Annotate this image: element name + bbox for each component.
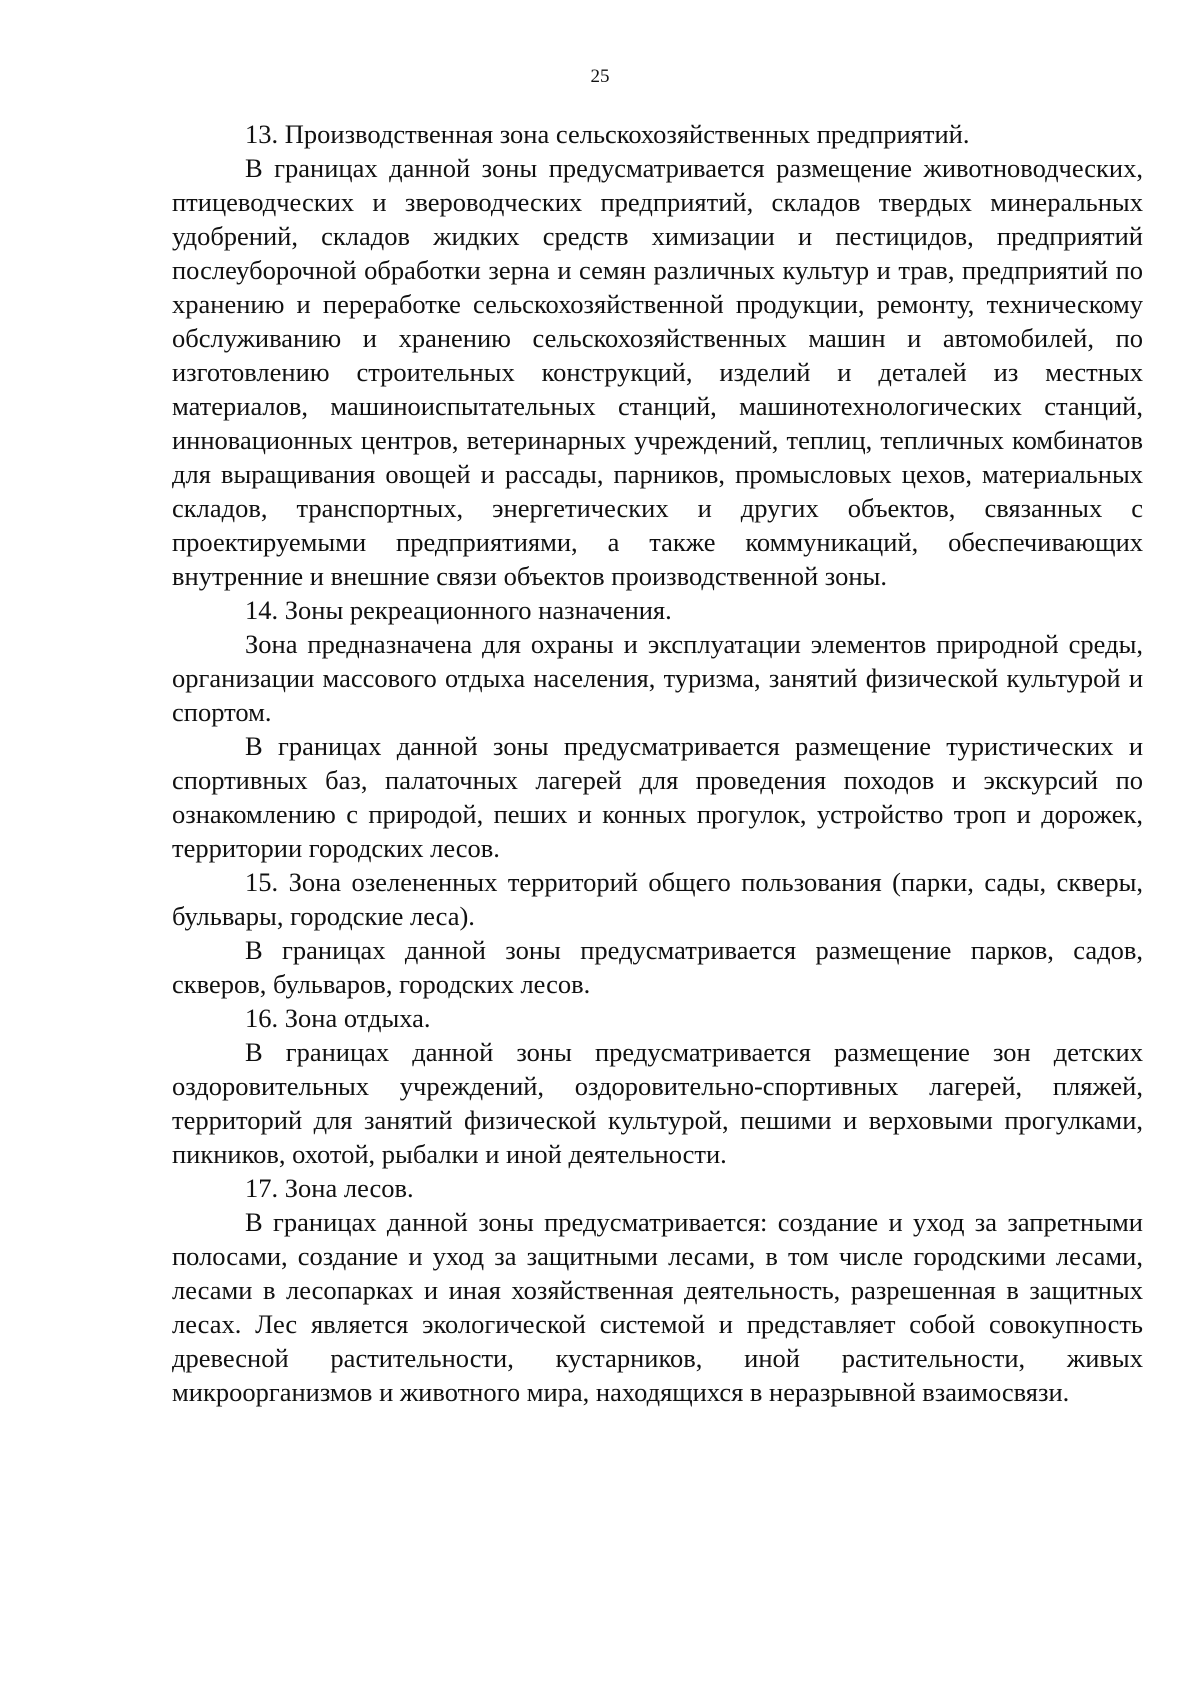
page-number: 25: [590, 66, 610, 87]
section-heading-16: 16. Зона отдыха.: [245, 1003, 431, 1033]
paragraph: В границах данной зоны предусматривается размещение туристических и спортивных баз, палаточных лагерей для проведения походов и экскурсий по ознакомлению с природой, пеших и конных прогулок, устройство троп и дорожек, территории городских лесов.: [172, 731, 1143, 863]
section-heading-14: 14. Зоны рекреационного назначения.: [245, 595, 672, 625]
section-heading-15: 15. Зона озелененных территорий общего пользования (парки, сады, скверы, бульвары, городские леса).: [172, 867, 1143, 931]
paragraph: В границах данной зоны предусматривается размещение животноводческих, птицеводческих и звероводческих предприятий, складов твердых минеральных удобрений, складов жидких средств химизации и пестицидов, предприятий послеуборочной обработки зерна и семян различных культур и трав, предприятий по хранению и переработке сельскохозяйственной продукции, ремонту, техническому обслуживанию и хранению сельскохозяйственных машин и автомобилей, по изготовлению строительных конструкций, изделий и деталей из местных материалов, машиноиспытательных станций, машинотехнологических станций, инновационных центров, ветеринарных учреждений, теплиц, тепличных комбинатов для выращивания овощей и рассады, парников, промысловых цехов, материальных складов, транспортных, энергетических и других объектов, связанных с проектируемыми предприятиями, а также коммуникаций, обеспечивающих внутренние и внешние связи объектов производственной зоны.: [172, 153, 1143, 591]
paragraph: В границах данной зоны предусматривается размещение парков, садов, скверов, бульваров, городских лесов.: [172, 935, 1143, 999]
paragraph: В границах данной зоны предусматривается: создание и уход за запретными полосами, создание и уход за защитными лесами, в том числе городскими лесами, лесами в лесопарках и иная хозяйственная деятельность, разрешенная в защитных лесах. Лес является экологической системой и представляет собой совокупность древесной растительности, кустарников, иной растительности, живых микроорганизмов и животного мира, находящихся в неразрывной взаимосвязи.: [172, 1207, 1143, 1407]
paragraph: В границах данной зоны предусматривается размещение зон детских оздоровительных учреждений, оздоровительно-спортивных лагерей, пляжей, территорий для занятий физической культурой, пешими и верховыми прогулками, пикников, охотой, рыбалки и иной деятельности.: [172, 1037, 1143, 1169]
section-heading-13: 13. Производственная зона сельскохозяйственных предприятий.: [245, 119, 970, 149]
section-heading-17: 17. Зона лесов.: [245, 1173, 414, 1203]
document-body: [172, 117, 1143, 1409]
paragraph: Зона предназначена для охраны и эксплуатации элементов природной среды, организации массового отдыха населения, туризма, занятий физической культурой и спортом.: [172, 629, 1143, 727]
